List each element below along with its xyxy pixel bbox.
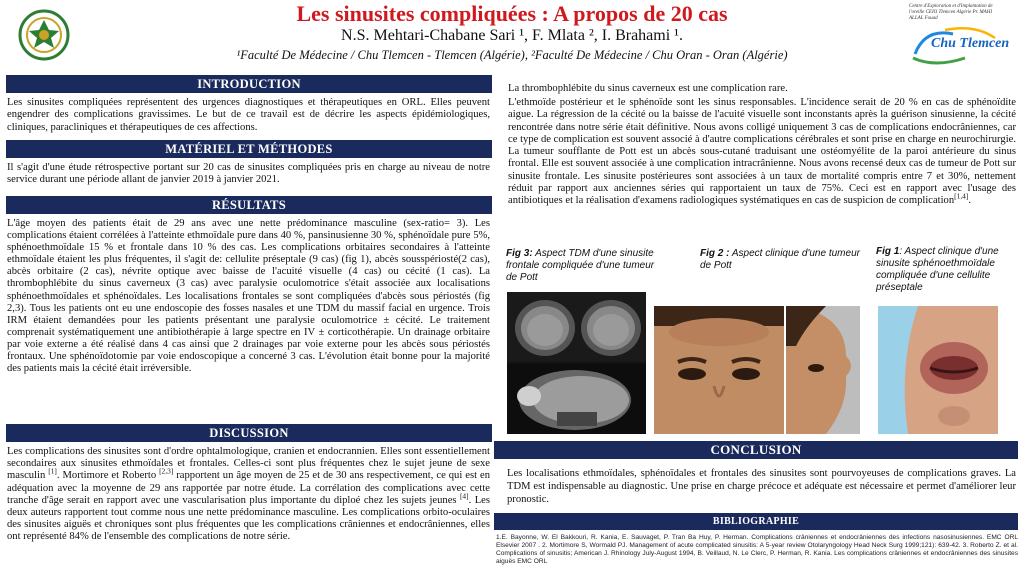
right-column-text [508, 97, 1016, 208]
discussion-heading: DISCUSSION [6, 424, 492, 442]
logo-caption: Centre d'Exploration et d'Implantation de l'oreille CEIO Tlemcen Algérie Pr. MAHI ALLAL Fouad [909, 4, 993, 21]
logo-text: Chu Tlemcen [931, 36, 1010, 51]
conclusion-heading: CONCLUSION [494, 441, 1018, 459]
right-column-main: L'ethmoïde postérieur et le sphénoïde sont les sinus responsables. L'incidence serait de 20 % en cas de sphénoïdite aigue. La régression de la cécité ou la baisse de l'acuité visuelle sont inconstants après la guérison sinusienne, la cécité rencontrée dans notre série était définitive. Nous avons colligé uniquement 3 cas de complications endocrâniennes, car ce type de complication est souvent associé à d'autre complications cérébrales et sont prise en charge en neurochirurgie. La tumeur soufflante de Pott est un abcès sous-cutané traduisant une ostéomyélite de la paroi antérieure du sinus frontal. Elle est souvent associée à une complication intracrânienne. Nous avons recensé deux cas de tumeur de Pott sur sinusite frontale. Les sinusite postérieures sont associées à un taux de mortalité compris entre 7 et 30%, nettement réduit par rapport aux anciennes séries qui rapportaient un taux de 75%. Ceci est en rapport avec l'usage des antibiotiques et la réalisation d'examens radiologiques systématiques en cas de suspicion de complication [508, 97, 1016, 207]
fig2-front-photo [654, 306, 784, 434]
fig3-label: Fig 3: [506, 248, 533, 259]
fig3-caption-text: Aspect TDM d'une sinusite frontale compliquée d'une tumeur de Pott [506, 248, 655, 283]
bibliography-text: 1.E. Bayonne, W. El Bakkouri, R. Kania, E. Sauvaget, P. Tran Ba Huy, P. Herman. Complications crâniennes et endocrâniennes des infections nasosinusiennes. EMC ORL Elsevier 2007 . 2. Mortimore S, Wormald PJ. Management of acute complicated sinusitis: A 5-year review Otolaryngology Head Neck Surg 1999;121): 639-42. 3. Roberto Z. et al. Complications of sinusitis; American J. Rhinology July-August 1994, B. Veillaud, N. Le Clerc, P. Herman, R. Kania. Les complications crâniennes et endocrâniennes des sinusites aiguës EMC ORL [496, 534, 1018, 565]
introduction-text: Les sinusites compliquées représentent des urgences diagnostiques et thérapeutiques en ORL. Elles peuvent engendrer des complications gravissimes. Le but de ce travail est de décrire les aspects épidémiologiques, cliniques, paracliniques et thérapeutiques de ces affections. [7, 97, 490, 133]
fig2-profile-photo [786, 306, 860, 434]
fig1-eye-photo [878, 306, 998, 434]
results-text: L'âge moyen des patients était de 29 ans avec une nette prédominance masculine (sex-ratio= 3). Les complications étaient corrélées à l'atteinte ethmoïdale pure dans 40 %, pansinusienne 30 %, sphénoïdale pure 5%, sphénoethmoïdale 15 % et frontale dans 10 % des cas. Les complications orbitaires secondaires à l'atteinte ethmoïdale étaient les plus fréquentes, il s'agit de: cellulite préseptale (9 cas) (fig 1), abcès sousspériosté(2 cas), abcès orbitaire (2 cas), névrite optique avec baisse de l'acuité visuelle (4 cas) ou cécité (1 cas). La thrombophlébite du sinus caverneux (3 cas) avec paralysie oculomotrice s'était associée aux localisations sphénoethmoïdales et sphénoïdales. Les localisations frontales se sont compliquées d'abcès sous périostés (fig 2,3). Tous les patients ont eu une endoscopie des fosses nasales et une TDM du massif facial en urgence. Trois IRM étaient demandées pour les patients présentant une paralysie oculomotrice ± cécité. Le traitement comprenait systématiquement une antibiothérapie à large spectre en IV ± corticothérapie. Un drainage orbitaire par voie externe a été réalisé dans 4 cas ainsi que 2 drainages par voie externe pour les abcès sous périostés frontaux. Une sphénoïdotomie par voie endoscopique a concerné 3 cas. L'évolution était bonne pour la majorité des patients mais la cécité était irréversible. [7, 218, 490, 375]
fig2-label: Fig 2 : [700, 248, 730, 259]
methods-text: Il s'agit d'une étude rétrospective portant sur 20 cas de sinusites compliquées pris en charge au niveau de notre service durant une période allant de janvier 2019 à janvier 2021. [7, 162, 490, 186]
discussion-part-4: . Les deux auteurs rapportent tout comme nous une nette prédominance masculine. Les complications orbito-oculaires des sinusites aiguës et chroniques sont plus fréquentes que les complications crâniennes et endocrâniennes, elles ont représenté 84% de l'ensemble des complications de notre série. [7, 494, 490, 543]
discussion-part-2: . Mortimore et Roberto [56, 470, 160, 482]
discussion-part-1: Les complications des sinusites sont d'ordre ophtalmologique, cranien et endocrannien. Elles sont essentiellement secondaires aux sinusites ethmoïdales et frontales. Celles-ci sont plus fréquentes chez le sujet jeune de sexe masculin [7, 446, 490, 482]
methods-heading: MATÉRIEL ET MÉTHODES [6, 140, 492, 158]
ceio-logo [905, 2, 1017, 68]
poster-authors: N.S. Mehtari-Chabane Sari ¹, F. Mlata ², I. Brahami ¹. [341, 27, 683, 44]
fig2-caption-text: Aspect clinique d'une tumeur de Pott [700, 248, 860, 271]
introduction-heading: INTRODUCTION [6, 75, 492, 93]
citation-1: [1] [48, 466, 57, 476]
fig1-caption-text: : Aspect clinique d'une sinusite sphénoethmoïdale compliquée d'une cellulite préseptale [876, 246, 999, 293]
poster-title: Les sinusites compliquées : A propos de 20 cas [296, 1, 728, 26]
citation-4: [4] [459, 491, 469, 501]
conclusion-text: Les localisations ethmoïdales, sphénoïdales et frontales des sinusites sont pourvoyeuses de complications graves. La TDM est indispensable au diagnostic. Une prise en charge précoce et adéquate est nécessaire et permet d'améliorer leur pronostic. [507, 468, 1016, 505]
discussion-part-3: rapportent un âge moyen de 25 et de 30 ans respectivement, ce qui est en adéquation avec la moyenne de 29 ans rapportée par notre étude. La corrélation des complications avec cette tranche d'âge serait en rapport avec une vascularisation plus importante du diploé chez les sujets jeunes [7, 470, 490, 506]
right-column-end: . [968, 195, 972, 207]
results-heading: RÉSULTATS [6, 196, 492, 214]
fig3-ct-image [507, 292, 646, 434]
thrombophlebitis-line: La thrombophlébite du sinus caverneux est une complication rare. [508, 83, 788, 94]
fig3-caption [506, 248, 656, 284]
poster-affiliations: ¹Faculté De Médecine / Chu Tlemcen - Tlemcen (Algérie), ²Faculté De Médecine / Chu Oran - Oran (Algérie) [236, 48, 788, 62]
fig2-caption [700, 248, 860, 272]
discussion-text [7, 446, 490, 544]
bibliography-heading: BIBLIOGRAPHIE [494, 513, 1018, 530]
fig1-caption [876, 246, 1022, 294]
fig1-label: Fig 1 [876, 246, 900, 257]
citation-2-3: [2,3] [159, 466, 174, 476]
citation-1-4: [1,4] [954, 191, 969, 201]
